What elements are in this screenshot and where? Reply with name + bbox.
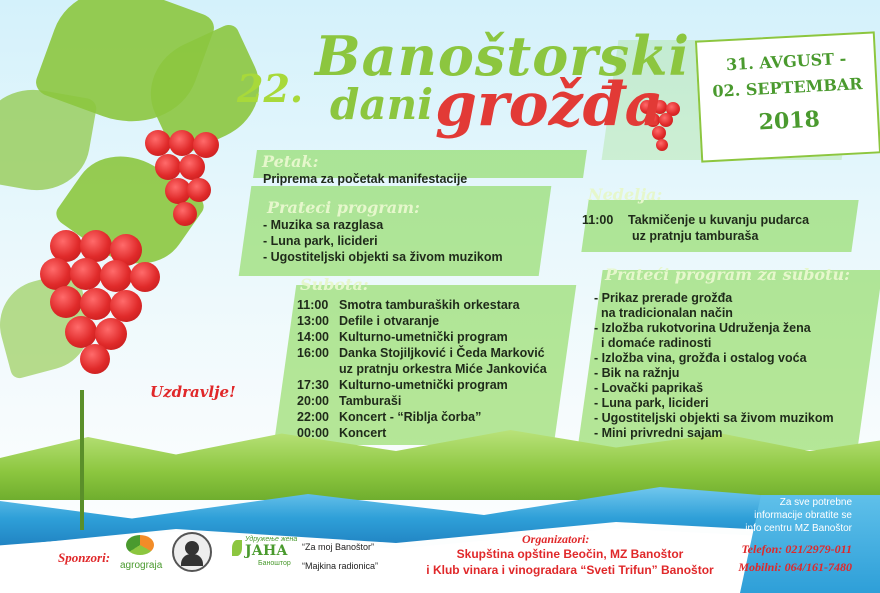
prateci-subota-title: Prateći program za subotu:	[605, 265, 851, 284]
prateci-subota-list	[594, 291, 834, 441]
organizers-label: Organizatori:	[522, 532, 590, 546]
petak-prateci-title: Prateci program:	[267, 198, 420, 217]
subota-title: Subota:	[300, 275, 369, 294]
grape-cluster-large	[40, 230, 170, 380]
schedule-row: 17:30 Kulturno-umetnički program	[297, 378, 508, 392]
schedule-row: 00:00 Koncert	[297, 426, 387, 440]
petak-prateci-item: - Luna park, licideri	[263, 234, 378, 248]
jana-leaf-icon	[232, 540, 242, 556]
list-item: i domaće radinosti	[594, 336, 712, 350]
date-box	[695, 31, 880, 162]
info-mobilni: Mobilni: 064/161-7480	[738, 560, 852, 574]
petak-title: Petak:	[262, 152, 319, 171]
list-item: na tradicionalan način	[594, 306, 733, 320]
sponsor-agrograja-logo	[122, 535, 158, 557]
petak-prateci-item: - Ugostiteljski objekti sa živom muzikom	[263, 250, 503, 264]
uzdravlje-slogan: Uzdravlje!	[150, 383, 236, 401]
date-range-start: 31. AVGUST -	[725, 48, 847, 75]
list-item: - Prikaz prerade grožđa	[594, 291, 733, 305]
vine-stem	[80, 390, 84, 530]
grape-cluster-small	[145, 130, 225, 240]
sponsor-jana-sub: Банoштор	[258, 560, 291, 567]
schedule-row: 22:00 Koncert - “Riblja čorba”	[297, 410, 482, 424]
nedelja-line2: uz pratnju tamburaša	[632, 229, 759, 243]
agrograja-icon	[126, 535, 154, 555]
organizer-line-2: i Klub vinara i vinogradara “Sveti Trifun” Banoštor	[426, 563, 714, 577]
schedule-row: 14:00 Kulturno-umetnički program	[297, 330, 508, 344]
edition-number: 22.	[237, 66, 304, 111]
sponsor-portrait-icon	[172, 532, 212, 572]
schedule-row: 16:00 Danka Stojiljković i Čeda Marković	[297, 346, 545, 360]
sponsor-jana-name: ЈАНА	[245, 543, 288, 559]
info-line-3: info centru MZ Banoštor	[745, 523, 852, 534]
nedelja-time: 11:00	[582, 213, 614, 227]
list-item: - Mini privredni sajam	[594, 426, 723, 440]
petak-prateci-item: - Muzika sa razglasa	[263, 218, 384, 232]
sponsor-jana-small: Удружење жена	[245, 536, 298, 543]
sponsor-agrograja-name: agrograja	[120, 560, 163, 571]
nedelja-title: Nedelja:	[588, 185, 663, 204]
info-line-1: Za sve potrebne	[779, 497, 852, 508]
schedule-row: uz pratnju orkestra Miće Jankovića	[339, 362, 547, 376]
date-range-end: 02. SEPTEMBAR	[711, 74, 864, 101]
list-item: - Luna park, licideri	[594, 396, 709, 410]
list-item: - Izložba rukotvorina Udruženja žena	[594, 321, 811, 335]
organizer-line-1: Skupština opštine Beočin, MZ Banoštor	[456, 547, 684, 561]
title-grozdja: grožđa	[435, 70, 664, 140]
title-dani: dani	[330, 80, 434, 129]
sponsors-label: Sponzori:	[58, 550, 111, 565]
list-item: - Izložba vina, grožđa i ostalog voća	[594, 351, 807, 365]
petak-item: Priprema za početak manifestacije	[263, 172, 468, 186]
sponsor-quote-1: “Za moj Banoštor”	[302, 542, 375, 552]
sponsor-quote-2: “Majkina radionica”	[302, 561, 379, 571]
list-item: - Lovački paprikaš	[594, 381, 704, 395]
nedelja-line1: Takmičenje u kuvanju pudarca	[628, 213, 810, 227]
date-year: 2018	[757, 106, 821, 136]
schedule-row: 11:00 Smotra tamburaških orkestara	[297, 298, 520, 312]
info-telefon: Telefon: 021/2979-011	[741, 542, 852, 556]
schedule-row: 13:00 Defile i otvaranje	[297, 314, 440, 328]
title-banostorski: Banoštorski	[315, 24, 691, 88]
list-item: - Bik na ražnju	[594, 366, 680, 380]
subota-schedule	[297, 298, 547, 442]
schedule-row: 20:00 Tamburaši	[297, 394, 402, 408]
info-line-2: informacije obratite se	[754, 510, 852, 521]
list-item: - Ugostiteljski objekti sa živom muzikom	[594, 411, 834, 425]
